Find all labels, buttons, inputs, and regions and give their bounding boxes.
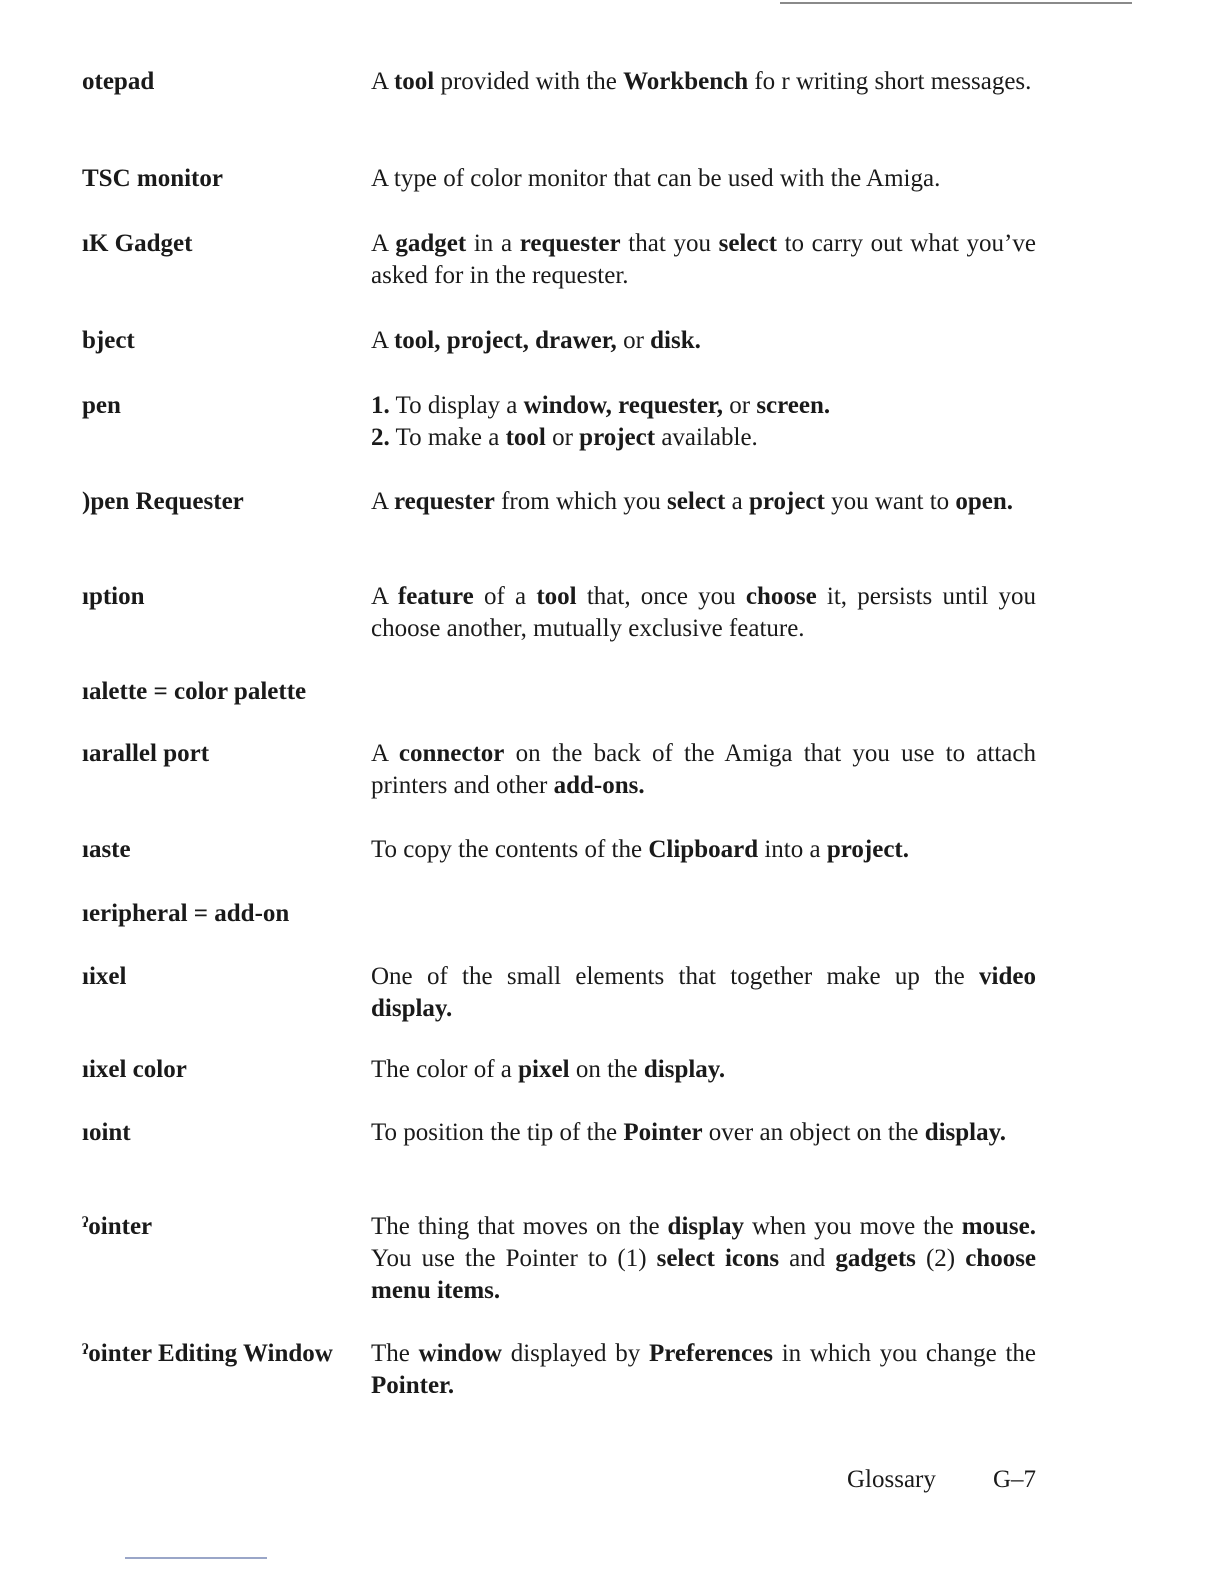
definition-text: tool [505,424,546,451]
definition-text: (2) [915,1245,966,1272]
glossary-term: ıaste [82,836,131,863]
definition-text: project [579,424,656,451]
glossary-term: ıeripheral = add-on [82,900,290,927]
definition-text: The thing that moves on the [371,1213,668,1240]
glossary-term: ıK Gadget [82,230,193,257]
definition-text: gadget [395,230,467,257]
glossary-definition [371,961,1036,1025]
definition-text: that, once you [576,583,746,610]
definition-text: A [371,230,396,257]
definition-text: A [371,327,394,354]
definition-text: 2. [371,424,390,451]
definition-text: Workbench [623,68,749,95]
definition-text: project. [826,836,910,863]
definition-text: add-ons. [553,772,645,799]
definition-text: To make a [389,424,506,451]
definition-text: The [371,1340,419,1367]
definition-text: select icons [656,1245,780,1272]
definition-text: on the back of the Amiga that you use to attach printers and other [371,740,1036,799]
definition-text: a [725,488,749,515]
glossary-definition [371,1211,1036,1307]
glossary-definition [371,325,1036,357]
definition-text: or [722,392,757,419]
definition-text: You use the Pointer to (1) [371,1245,657,1272]
definition-text: Clipboard [648,836,759,863]
definition-text: to carry out what you’ve asked for in the requester. [371,230,1036,289]
definition-text: and [779,1245,836,1272]
definition-text: of a [473,583,537,610]
definition-text: that you [620,230,719,257]
definition-text: display. [643,1056,726,1083]
definition-text: provided with the [434,68,624,95]
definition-text: choose [745,583,817,610]
definition-text: open. [955,488,1014,515]
top-rule [780,2,1132,4]
definition-text: over an object on the [702,1119,925,1146]
glossary-term: pen [82,392,121,419]
glossary-term: ıption [82,583,145,610]
definition-text: Preferences [648,1340,773,1367]
definition-text: window [418,1340,502,1367]
glossary-term: ıarallel port [82,740,210,767]
definition-text: choose menu items. [371,1245,1037,1304]
glossary-definition [371,1117,1036,1149]
definition-text: it, persists until you choose another, mutually exclusive feature. [371,583,1036,642]
definition-text: you want to [824,488,956,515]
bottom-rule [125,1557,267,1559]
definition-text: pixel [518,1056,570,1083]
definition-text: connector [398,740,505,767]
definition-text: from which you [494,488,668,515]
definition-text: in which you change the [772,1340,1036,1367]
glossary-term: ıoint [82,1119,131,1146]
glossary-definition [371,486,1036,518]
definition-text: A [371,740,399,767]
definition-text: available. [655,424,758,451]
glossary-definition [371,581,1036,645]
glossary-definition [371,163,1036,195]
definition-text: feature [397,583,474,610]
definition-text: or [616,327,651,354]
definition-text: when you move the [743,1213,962,1240]
definition-text: A [371,68,394,95]
glossary-term: otepad [82,68,155,95]
glossary-term: ıixel color [82,1056,187,1083]
glossary-definition [371,390,1036,454]
definition-text: window, requester, [523,392,723,419]
definition-text: mouse. [961,1213,1037,1240]
glossary-term: )pen Requester [82,488,244,515]
definition-text: displayed by [501,1340,649,1367]
glossary-term: bject [82,327,135,354]
definition-text: A type of color monitor that can be used with the Amiga. [371,165,941,192]
definition-text: display. [924,1119,1007,1146]
definition-text: A [371,583,398,610]
definition-text: in a [466,230,520,257]
footer-section-title: Glossary [847,1466,936,1493]
definition-text: fo r writing short messages. [748,68,1032,95]
definition-text: To copy the contents of the [371,836,649,863]
definition-text: project [748,488,825,515]
definition-text: A [371,488,394,515]
definition-text: or [545,424,580,451]
definition-text: select [718,230,777,257]
definition-text: One of the small elements that together make up the [371,963,980,990]
glossary-definition [371,1338,1036,1402]
definition-text: on the [569,1056,644,1083]
definition-text: tool [536,583,577,610]
definition-text: To position the tip of the [371,1119,624,1146]
definition-text: Pointer. [371,1372,455,1399]
definition-text: video display. [371,963,1036,1022]
glossary-term: ıalette = color palette [82,678,307,705]
glossary-term: TSC monitor [82,165,223,192]
definition-text: into a [758,836,827,863]
glossary-definition [371,228,1036,292]
definition-text: requester [519,230,621,257]
glossary-term: ˀointer [82,1213,153,1240]
definition-text: 1. [371,392,390,419]
definition-text: screen. [756,392,831,419]
glossary-definition [371,738,1036,802]
definition-text: disk. [650,327,701,354]
definition-text: tool [393,68,435,95]
definition-text: requester [393,488,495,515]
glossary-definition [371,834,1036,866]
definition-text: display [667,1213,744,1240]
footer-page-number: G–7 [993,1466,1037,1493]
definition-text: The color of a [371,1056,519,1083]
definition-text: Pointer [623,1119,703,1146]
definition-text: tool, project, drawer, [393,327,617,354]
definition-text: select [667,488,726,515]
glossary-definition [371,1054,1036,1086]
glossary-definition [371,66,1036,98]
glossary-term: ıixel [82,963,127,990]
glossary-term: ˀointer Editing Window [82,1340,333,1367]
definition-text: gadgets [835,1245,916,1272]
definition-text: To display a [389,392,524,419]
